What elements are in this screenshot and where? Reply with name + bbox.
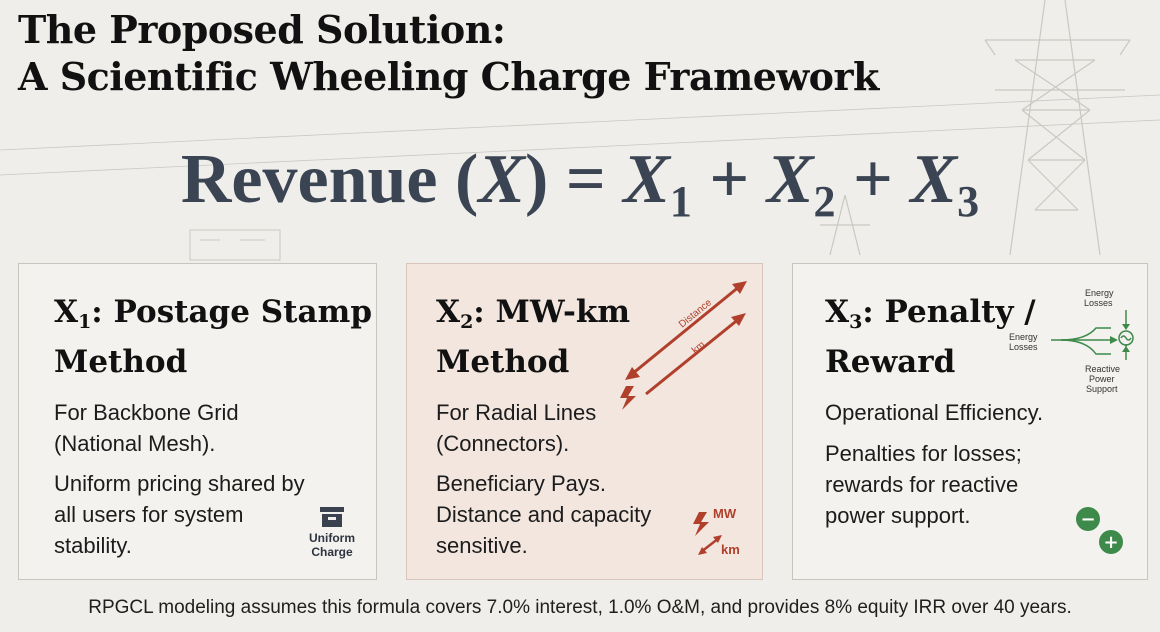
card2-para2-line3: sensitive. — [436, 533, 528, 558]
card3-para1 — [825, 397, 1043, 428]
card3-para1-line1: Operational Efficiency. — [825, 400, 1044, 425]
card3-title-sub: 3 — [849, 311, 863, 333]
card2-para1 — [436, 397, 596, 459]
uniform-charge-label-line2: Charge — [311, 545, 353, 559]
formula-term-1-var: X — [623, 141, 670, 218]
card1-title-prefix: X — [54, 294, 79, 330]
card3-para2 — [825, 438, 1022, 531]
card2-para2-line1: Beneficiary Pays. — [436, 471, 606, 496]
title-line-1: The Proposed Solution: — [18, 7, 506, 52]
minus-glyph: − — [1080, 509, 1096, 530]
formula-term-3-var: X — [910, 141, 958, 218]
card1-para1 — [54, 397, 239, 459]
card-penalty-reward — [792, 263, 1148, 580]
card2-title-sub: 2 — [460, 311, 474, 333]
distance-label: Distance — [676, 297, 715, 331]
formula-lhs: Revenue — [180, 141, 438, 218]
card1-title-sub: 1 — [78, 311, 92, 333]
mw-km-label: km — [721, 542, 740, 557]
card1-para2 — [54, 468, 305, 561]
reactive-line1: Reactive — [1085, 364, 1121, 374]
energy-top-line2: Losses — [1084, 298, 1113, 308]
title-line-2: A Scientific Wheeling Charge Framework — [18, 54, 879, 99]
mw-km-icon — [691, 502, 751, 558]
card-postage-stamp — [18, 263, 377, 580]
card1-para1-line1: For Backbone Grid — [54, 400, 239, 425]
formula-term-2-sub: 2 — [813, 177, 836, 226]
card3-para2-line3: power support. — [825, 503, 971, 528]
energy-flow-icon — [1001, 282, 1147, 404]
formula-term-1-sub: 1 — [669, 177, 692, 226]
plus-glyph: + — [1103, 532, 1119, 553]
card2-para1-line1: For Radial Lines — [436, 400, 597, 425]
formula-var: X — [478, 141, 526, 218]
card2-title-line1: : MW-km — [473, 294, 631, 330]
card2-para2-line2: Distance and capacity — [436, 502, 652, 527]
card2-title-line2: Method — [436, 344, 570, 380]
card2-para2 — [436, 468, 651, 561]
reactive-line3: Support — [1086, 384, 1118, 394]
card1-para2-line3: stability. — [54, 533, 132, 558]
card1-para2-line2: all users for system — [54, 502, 244, 527]
card-title-postage-stamp — [54, 292, 372, 382]
card1-para1-line2: (National Mesh). — [54, 431, 216, 456]
card1-title-line1: : Postage Stamp — [91, 294, 373, 330]
card3-title-line1: : Penalty / — [862, 294, 1036, 330]
energy-top-line1: Energy — [1085, 288, 1114, 298]
uniform-charge-label-line1: Uniform — [309, 531, 355, 545]
page-title — [18, 6, 879, 100]
card3-title-line2: Reward — [825, 344, 956, 380]
formula-term-3-sub: 3 — [957, 177, 980, 226]
uniform-charge-label — [303, 531, 361, 559]
distance-arrows-icon — [612, 276, 752, 411]
card1-title-line2: Method — [54, 344, 188, 380]
reactive-line2: Power — [1089, 374, 1115, 384]
formula-term-3 — [910, 141, 980, 226]
formula-term-1 — [623, 141, 692, 226]
card2-title-prefix: X — [436, 294, 461, 330]
uniform-charge-icon — [319, 506, 345, 528]
minus-plus-icons — [1073, 504, 1129, 560]
mw-label: MW — [713, 506, 737, 521]
card-mw-km — [406, 263, 763, 580]
card3-para2-line2: rewards for reactive — [825, 472, 1019, 497]
card2-para1-line2: (Connectors). — [436, 431, 570, 456]
card-title-mw-km — [436, 292, 630, 382]
km-label: km — [689, 339, 708, 357]
footer-note: RPGCL modeling assumes this formula covers 7.0% interest, 1.0% O&M, and provides 8% equity IRR over 40 years. — [88, 597, 1072, 618]
formula-term-2-var: X — [766, 141, 814, 218]
card1-para2-line1: Uniform pricing shared by — [54, 471, 305, 496]
energy-left-line1: Energy — [1009, 332, 1038, 342]
revenue-formula: Revenue $(X) = X_1 + X_2 + X_3$ — [180, 141, 980, 226]
energy-left-line2: Losses — [1009, 342, 1038, 352]
formula-term-2 — [766, 141, 836, 226]
card3-title-prefix: X — [825, 294, 850, 330]
card3-para2-line1: Penalties for losses; — [825, 441, 1022, 466]
